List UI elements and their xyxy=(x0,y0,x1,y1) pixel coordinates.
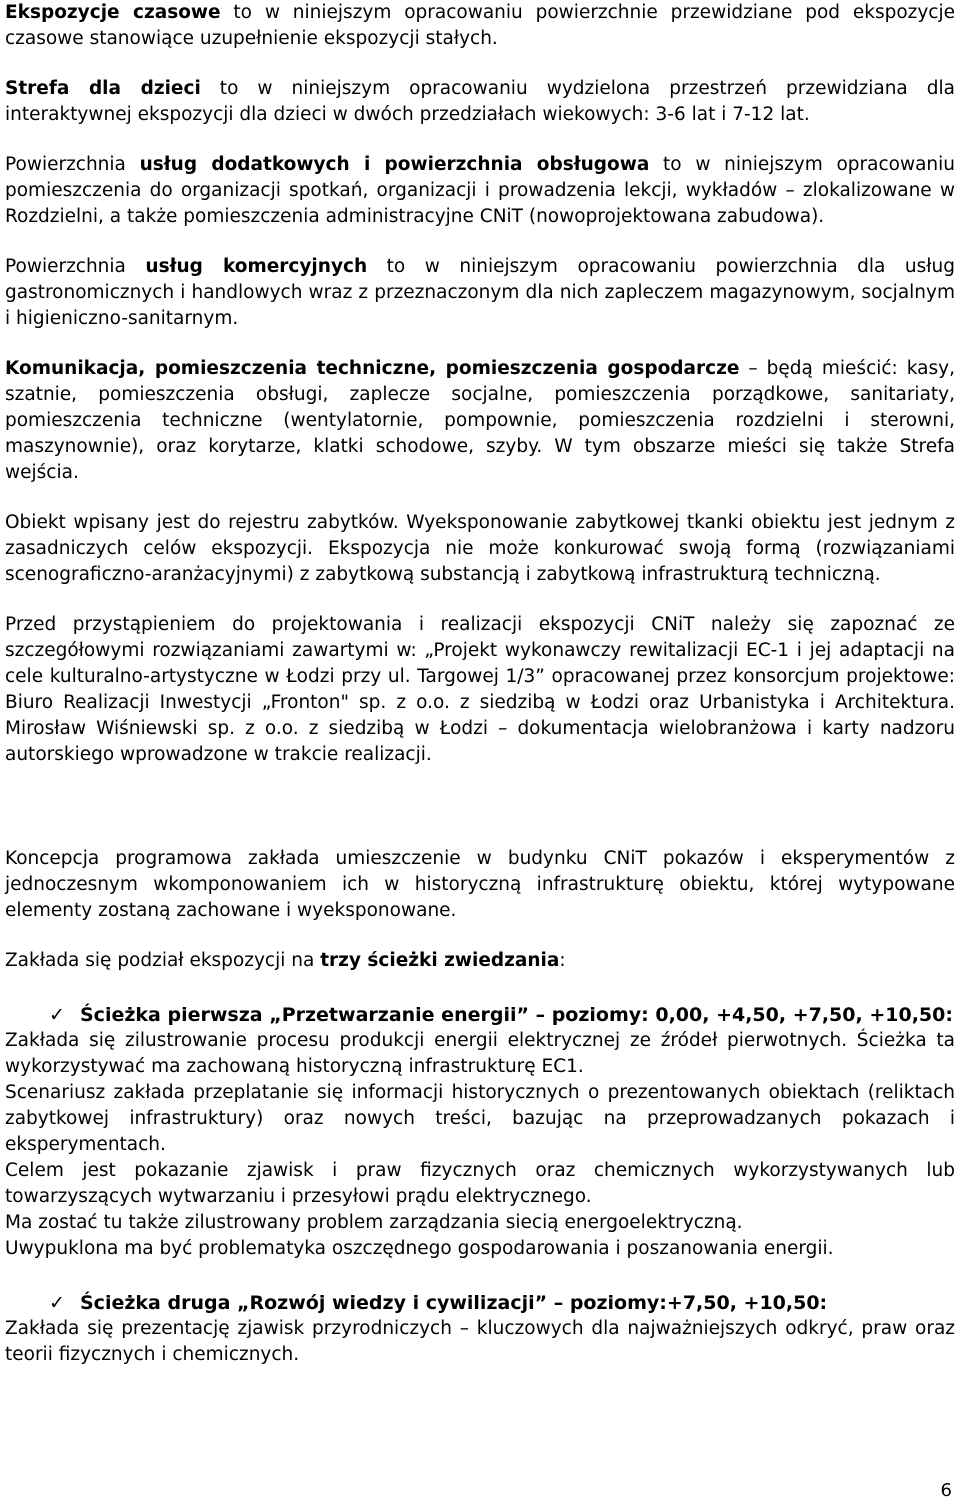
path-one-line: Zakłada się zilustrowanie procesu produkcji energii elektrycznej ze źródeł pierwotnych. Ścieżka ta wykorzystywać ma zachowaną historyczną infrastrukturę EC1. xyxy=(5,1030,955,1077)
term: Komunikacja, pomieszczenia techniczne, pomieszczenia gospodarcze xyxy=(5,358,740,379)
term: Strefa dla dzieci xyxy=(5,78,201,99)
lead-text: Zakłada się podział ekspozycji na xyxy=(5,950,321,971)
term: usług dodatkowych i powierzchnia obsługowa xyxy=(139,154,650,175)
definition-text: to w niniejszym opracowaniu powierzchnie przewidziane pod ekspozycje czasowe stanowiące uzupełnienie ekspozycji stałych. xyxy=(5,2,956,49)
path-one-line: Uwypuklona ma być problematyka oszczędnego gospodarowania i poszanowania energii. xyxy=(5,1238,834,1259)
path-one-heading xyxy=(5,1002,955,1028)
paragraph-documentation-reference: Przed przystąpieniem do projektowania i realizacji ekspozycji CNiT należy się zapoznać ze szczegółowymi rozwiązaniami zawartymi w: „Projekt wykonawczy rewitalizacji EC-1 i jej adaptacji na cele kulturalno-artystyczne w Łodzi przy ul. Targowej 1/3” opracowanej przez konsorcjum projektowe: Biuro Realizacji Inwestycji „Fronton" sp. z o.o. z siedzibą w Łodzi oraz Urbanistyka i Architektura. Mirosław Wiśniewski sp. z o.o. z siedzibą w Łodzi – dokumentacja wielobranżowa i karty nadzoru autorskiego wprowadzone w trakcie realizacji. xyxy=(5,614,955,765)
term: Ekspozycje czasowe xyxy=(5,2,221,23)
definition-text: to w niniejszym opracowaniu powierzchnia dla usług gastronomicznych i handlowych wraz z przeznaczonym dla nich zapleczem magazynowym, socjalnym i higieniczno-sanitarnym. xyxy=(5,256,955,329)
paragraph-children-zone xyxy=(5,76,955,128)
path-one-line: Scenariusz zakłada przeplatanie się informacji historycznych o prezentowanych obiektach (reliktach zabytkowej infrastruktury) oraz nowych treści, bazując na przeprowadzanych pokazach i eksperymentach. xyxy=(5,1082,955,1155)
lead-text: Powierzchnia xyxy=(5,154,140,175)
path-two-title: Ścieżka druga „Rozwój wiedzy i cywilizacji” – poziomy:+7,50, +10,50: xyxy=(80,1292,828,1314)
paragraph-temporary-exhibitions xyxy=(5,0,955,52)
lead-text: Powierzchnia xyxy=(5,256,146,277)
trailing-text: : xyxy=(559,950,566,971)
path-one-line: Celem jest pokazanie zjawisk i praw fizycznych oraz chemicznych wykorzystywanych lub towarzyszących wytwarzaniu i przesyłowi prądu elektrycznego. xyxy=(5,1160,955,1207)
path-one-line: Ma zostać tu także zilustrowany problem zarządzania siecią energoelektryczną. xyxy=(5,1212,743,1233)
checkmark-icon: ✓ xyxy=(49,1004,65,1026)
definition-text: to w niniejszym opracowaniu pomieszczenia do organizacji spotkań, organizacji i prowadzenia lekcji, wykładów – zlokalizowane w Rozdzielni, a także pomieszczenia administracyjne CNiT (nowoprojektowana zabudowa). xyxy=(5,154,956,227)
paragraph-commercial-services xyxy=(5,254,955,332)
checkmark-icon: ✓ xyxy=(49,1292,65,1314)
definition-text: to w niniejszym opracowaniu wydzielona przestrzeń przewidziana dla interaktywnej ekspozycji dla dzieci w dwóch przedziałach wiekowych: 3-6 lat i 7-12 lat. xyxy=(5,78,955,125)
document-page xyxy=(5,0,955,1368)
paragraph-heritage: Obiekt wpisany jest do rejestru zabytków. Wyeksponowanie zabytkowej tkanki obiektu jest jednym z zasadniczych celów ekspozycji. Ekspozycja nie może konkurować swoją formą (rozwiązaniami scenograficzno-aranżacyjnymi) z zabytkową substancją i zabytkową infrastrukturą techniczną. xyxy=(5,512,955,585)
path-one-title: Ścieżka pierwsza „Przetwarzanie energii” – poziomy: 0,00, +4,50, +7,50, +10,50: xyxy=(80,1004,953,1026)
path-two-heading xyxy=(5,1290,955,1316)
term: usług komercyjnych xyxy=(145,256,368,277)
definition-text: – będą mieścić: kasy, szatnie, pomieszczenia obsługi, zaplecze socjalne, pomieszczenia porządkowe, sanitariaty, pomieszczenia techniczne (wentylatornie, pompownie, pomieszczenia rozdzielni i sterowni, maszynownie), oraz korytarze, klatki schodowe, szyby. W tym obszarze mieści się także Strefa wejścia. xyxy=(5,358,955,483)
page-number: 6 xyxy=(940,1480,952,1501)
paragraph-program-concept: Koncepcja programowa zakłada umieszczenie w budynku CNiT pokazów i eksperymentów z jednoczesnym wkomponowaniem ich w historyczną infrastrukturę obiektu, której wytypowane elementy zostaną zachowane i wyeksponowane. xyxy=(5,848,955,921)
path-two-line: Zakłada się prezentację zjawisk przyrodniczych – kluczowych dla najważniejszych odkryć, praw oraz teorii fizycznych i chemicznych. xyxy=(5,1318,955,1365)
term: trzy ścieżki zwiedzania xyxy=(320,950,560,971)
paragraph-communication-technical xyxy=(5,356,955,486)
paragraph-additional-services xyxy=(5,152,955,230)
paragraph-paths-intro xyxy=(5,948,955,974)
